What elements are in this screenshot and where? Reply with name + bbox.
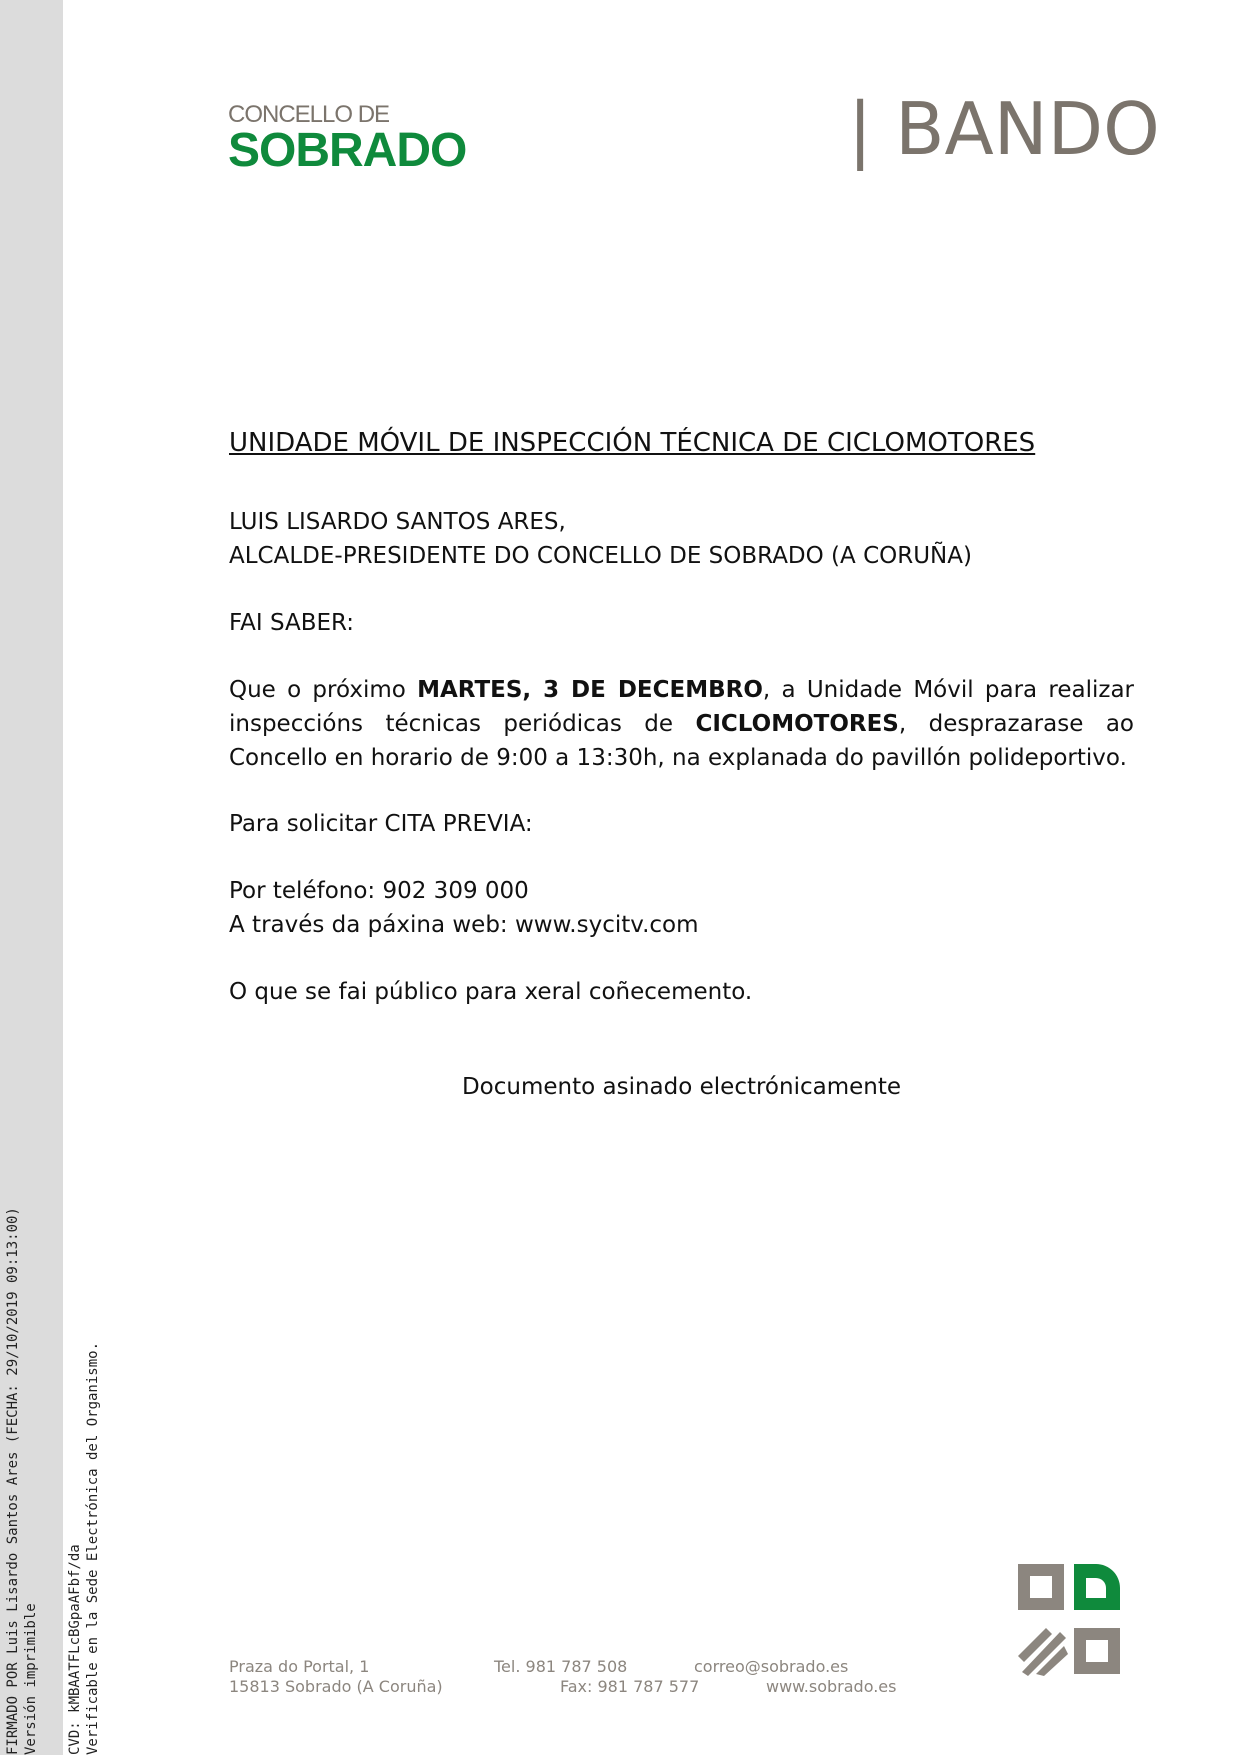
author-role: ALCALDE-PRESIDENTE DO CONCELLO DE SOBRADO (A CORUÑA) [229,543,972,569]
signed-note: Documento asinado electrónicamente [461,1074,902,1100]
para-text-3: , desprazarase ao Concello en horario de 9:00 a 13:30h, na explanada do pavillón polideportivo. [229,711,1134,771]
footer-website: www.sobrado.es [766,1677,897,1696]
author-name: LUIS LISARDO SANTOS ARES, [229,509,566,535]
closing-line: O que se fai público para xeral coñecemento. [229,979,753,1005]
date-highlight: MARTES, 3 DE DECEMBRO [417,677,763,703]
logo-top-text: CONCELLO DE [228,101,390,128]
main-paragraph [229,673,1134,775]
para-text-1: Que o próximo [229,677,418,703]
document-type-heading: | BANDO [848,87,1160,171]
verify-line: Verificable en la Sede Electrónica del Organismo. [85,1341,101,1755]
footer-address-1: Praza do Portal, 1 [229,1657,370,1676]
footer-email: correo@sobrado.es [694,1657,849,1676]
version-line: Versión imprimible [23,1603,39,1755]
footer-tel: Tel. 981 787 508 [494,1657,628,1676]
logo-bottom-text: SOBRADO [228,124,467,177]
announce-text: FAI SABER: [229,610,355,636]
para-text-2: , a Unidade Móvil para realizar inspeccións técnicas periódicas de [229,677,1134,737]
concello-logo [228,101,467,177]
footer-address-2: 15813 Sobrado (A Coruña) [229,1677,443,1696]
web-line: A través da páxina web: www.sycitv.com [229,912,699,938]
document-title: UNIDADE MÓVIL DE INSPECCIÓN TÉCNICA DE CICLOMOTORES [229,428,1036,458]
appointment-heading: Para solicitar CITA PREVIA: [229,811,533,837]
phone-line: Por teléfono: 902 309 000 [229,878,529,904]
vehicle-highlight: CICLOMOTORES [695,711,899,737]
cvd-line: CVD: kMBAATFLcBGpaAFbf/da [67,1544,83,1755]
signature-line: FIRMADO POR Luis Lisardo Santos Ares (FECHA: 29/10/2019 09:13:00) [5,1207,21,1755]
concello-emblem-icon [1016,1562,1124,1676]
footer-fax: Fax: 981 787 577 [560,1677,700,1696]
